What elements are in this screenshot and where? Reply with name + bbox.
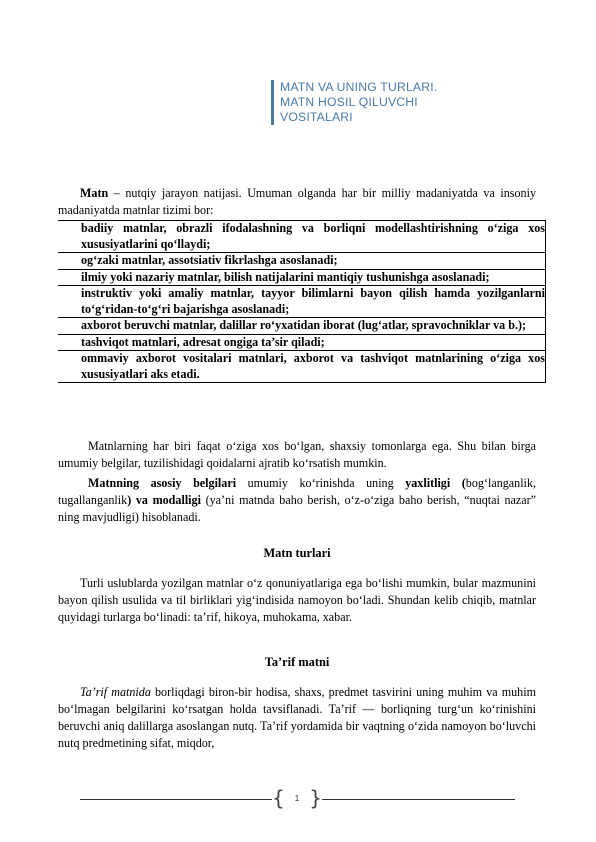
body-paragraph-2	[58, 475, 536, 526]
text-types-table	[58, 220, 546, 383]
body-paragraph-3	[58, 575, 536, 626]
table-cell: instruktiv yoki amaliy matnlar, tayyor bilimlarni bayon qilish hamda yozilganlarni to‘g‘ridan-to‘g‘ri bajarishga asoslanadi;	[78, 286, 546, 318]
title-line-3: VOSITALARI	[280, 110, 353, 124]
intro-paragraph	[58, 185, 536, 219]
right-brace-icon: }	[309, 786, 322, 810]
para2-text: bog‘langanlik, tugallanganlik	[58, 476, 536, 507]
para2-paren: (	[450, 476, 466, 490]
title-line-1: MATN VA UNING TURLARI.	[280, 80, 438, 94]
para2-text: (ya’ni matnda baho berish, o‘z-o‘ziga baho berish, “nuqtai nazar” ning mavjudligi) hisoblanadi.	[58, 493, 537, 524]
table-row	[58, 253, 546, 270]
footer-divider-right	[322, 799, 515, 800]
para2-text: umumiy ko‘rinishda uning	[236, 476, 406, 490]
section-heading-text-types: Matn turlari	[263, 546, 331, 560]
intro-text: – nutqiy jarayon natijasi. Umuman olganda har bir milliy madaniyatda va insoniy madaniyatda matnlar tizimi bor:	[58, 186, 536, 217]
page-number	[272, 786, 322, 810]
para2-text: ) va	[127, 493, 153, 507]
document-title	[271, 80, 530, 125]
table-cell: ommaviy axborot vositalari matnlari, axborot va tashviqot matnlarining o‘ziga xos xususiyatlari aks etadi.	[78, 351, 546, 383]
footer-divider-left	[80, 799, 272, 800]
table-cell: axborot beruvchi matnlar, dalillar ro‘yxatidan iborat (lug‘atlar, spravochniklar va b.);	[78, 318, 546, 335]
table-row	[58, 269, 546, 286]
table-cell: og‘zaki matnlar, assotsiativ fikrlashga asoslanadi;	[78, 253, 546, 270]
table-cell: tashviqot matnlari, adresat ongiga ta’sir qiladi;	[78, 334, 546, 351]
para4-term: Ta’rif matnida	[80, 685, 151, 699]
para2-term-1: Matnning asosiy belgilari	[88, 476, 237, 490]
intro-term: Matn	[80, 186, 109, 200]
para1-text: Matnlarning har biri faqat o‘ziga xos bo‘lgan, shaxsiy tomonlarga ega. Shu bilan birga umumiy belgilar, tuzilishidagi qoidalarni ajratib ko‘rsatish mumkin.	[58, 439, 536, 470]
table-row	[58, 221, 546, 253]
table-row	[58, 334, 546, 351]
body-paragraph-4	[58, 684, 536, 752]
page-number-value: 1	[294, 794, 300, 803]
para2-term-3: modalligi	[152, 493, 201, 507]
para2-term-2: yaxlitligi	[405, 476, 451, 490]
table-row	[58, 286, 546, 318]
para4-text: borliqdagi biron-bir hodisa, shaxs, predmet tasvirini uning muhim va muhim bo‘lmagan belgilarini ko‘rsatgan holda tavsiflanadi. Ta’rif — borliqning turg‘un ko‘rinishini beruvchi aniq dalillarga asoslangan nutq. Ta’rif yordamida bir vaqtning o‘zida namoyon bo‘luvchi nutq predmetining sifat, miqdor,	[58, 685, 536, 750]
table-row	[58, 351, 546, 383]
body-paragraph-1	[58, 438, 536, 472]
table-cell: ilmiy yoki nazariy matnlar, bilish natijalarini mantiqiy tushunishga asoslanadi;	[78, 269, 546, 286]
title-line-2: MATN HOSIL QILUVCHI	[280, 95, 418, 109]
section-heading-definition: Ta’rif matni	[264, 655, 330, 669]
table-row	[58, 318, 546, 335]
para3-text: Turli uslublarda yozilgan matnlar o‘z qonuniyatlariga ega bo‘lishi mumkin, bular mazmunini bayon qilish usulida va til birliklari yig‘indisida namoyon bo‘ladi. Shundan kelib chiqib, matnlar quyidagi turlarga bo‘linadi: ta’rif, hikoya, muhokama, xabar.	[58, 576, 536, 624]
table-cell: badiiy matnlar, obrazli ifodalashning va borliqni modellashtirishning o‘ziga xos xususiyatlarini qo‘llaydi;	[78, 221, 546, 253]
left-brace-icon: {	[272, 786, 285, 810]
